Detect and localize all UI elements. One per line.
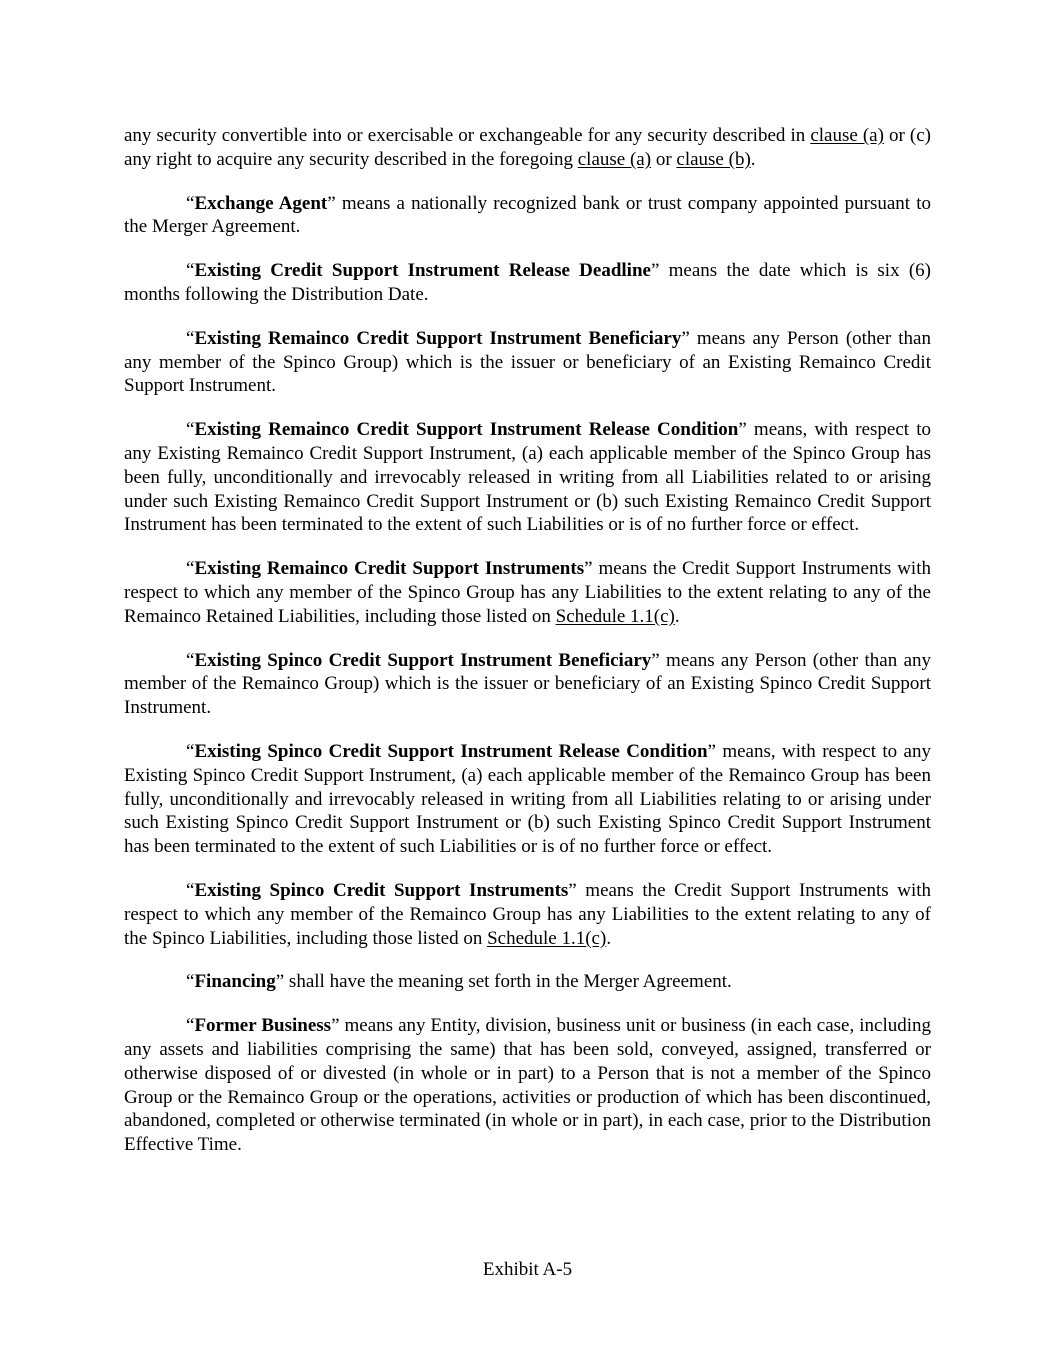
defined-term: Existing Remainco Credit Support Instrument Beneficiary [194,327,682,349]
definition-spinco-release-condition: “Existing Spinco Credit Support Instrument Release Condition” means, with respect to any Existing Spinco Credit Support Instrument, (a) each applicable member of the Remainco Group has been fully, unconditionally and irrevocably released in writing from all Liabilities relating to or arising under such Existing Spinco Credit Support Instrument or (b) such Existing Spinco Credit Support Instrument has been terminated to the extent of such Liabilities or is of no further force or effect. [124,740,931,858]
schedule-reference: Schedule 1.1(c) [555,605,675,627]
defined-term: Existing Remainco Credit Support Instruments [194,558,585,580]
defined-term: Former Business [194,1015,332,1037]
definition-spinco-instruments: “Existing Spinco Credit Support Instruments” means the Credit Support Instruments with respect to which any member of the Remainco Group has any Liabilities to the extent relating to any of the Spinco Liabilities, including those listed on Schedule 1.1(c). [124,879,932,949]
definition-spinco-beneficiary: “Existing Spinco Credit Support Instrument Beneficiary” means any Person (other than any member of the Remainco Group) which is the issuer or beneficiary of an Existing Spinco Credit Support Instrument. [124,649,931,719]
definition-remainco-instruments: “Existing Remainco Credit Support Instruments” means the Credit Support Instruments with respect to which any member of the Spinco Group has any Liabilities to the extent relating to any of the Remainco Retained Liabilities, including those listed on Schedule 1.1(c). [124,558,931,627]
clause-b-reference: clause (b) [676,148,751,170]
definition-remainco-beneficiary: “Existing Remainco Credit Support Instrument Beneficiary” means any Person (other than any member of the Spinco Group) which is the issuer or beneficiary of an Existing Remainco Credit Support Instrument. [124,327,931,397]
defined-term: Existing Credit Support Instrument Release Deadline [194,260,651,282]
definition-financing: “Financing” shall have the meaning set forth in the Merger Agreement. [186,971,732,993]
definition-former-business: “Former Business” means any Entity, division, business unit or business (in each case, including any assets and liabilities comprising the same) that has been sold, conveyed, assigned, transferred or otherwise disposed of or divested (in whole or in part) to a Person that is not a member of the Spinco Group or the Remainco Group or the operations, activities or production of which has been discontinued, abandoned, completed or otherwise terminated (in whole or in part), in each case, prior to the Distribution Effective Time. [124,1015,932,1156]
schedule-reference: Schedule 1.1(c) [487,927,607,949]
page-footer-label: Exhibit A-5 [482,1259,573,1280]
defined-term: Existing Spinco Credit Support Instrument Release Condition [194,740,708,762]
defined-term: Existing Remainco Credit Support Instrument Release Condition [194,419,739,441]
clause-a-reference: clause (a) [577,148,652,170]
defined-term: Financing [194,971,276,993]
paragraph-continuation: any security convertible into or exercisable or exchangeable for any security described in clause (a) or (c) any right to acquire any security described in the foregoing clause (a) or clause (b). [124,125,932,170]
definition-remainco-release-condition: “Existing Remainco Credit Support Instrument Release Condition” means, with respect to any Existing Remainco Credit Support Instrument, (a) each applicable member of the Spinco Group has been fully, unconditionally and irrevocably released in writing from all Liabilities related to or arising under such Existing Remainco Credit Support Instrument or (b) such Existing Remainco Credit Support Instrument has been terminated to the extent of such Liabilities or is of no further force or effect. [124,419,931,536]
definition-release-deadline: “Existing Credit Support Instrument Release Deadline” means the date which is six (6) months following the Distribution Date. [124,260,931,305]
clause-a-reference: clause (a) [810,125,884,146]
document-body [124,124,931,1177]
defined-term: Existing Spinco Credit Support Instrument Beneficiary [194,649,652,671]
defined-term: Exchange Agent [194,192,328,214]
definition-exchange-agent: “Exchange Agent” means a nationally recognized bank or trust company appointed pursuant to the Merger Agreement. [124,192,931,238]
defined-term: Existing Spinco Credit Support Instruments [194,879,569,901]
